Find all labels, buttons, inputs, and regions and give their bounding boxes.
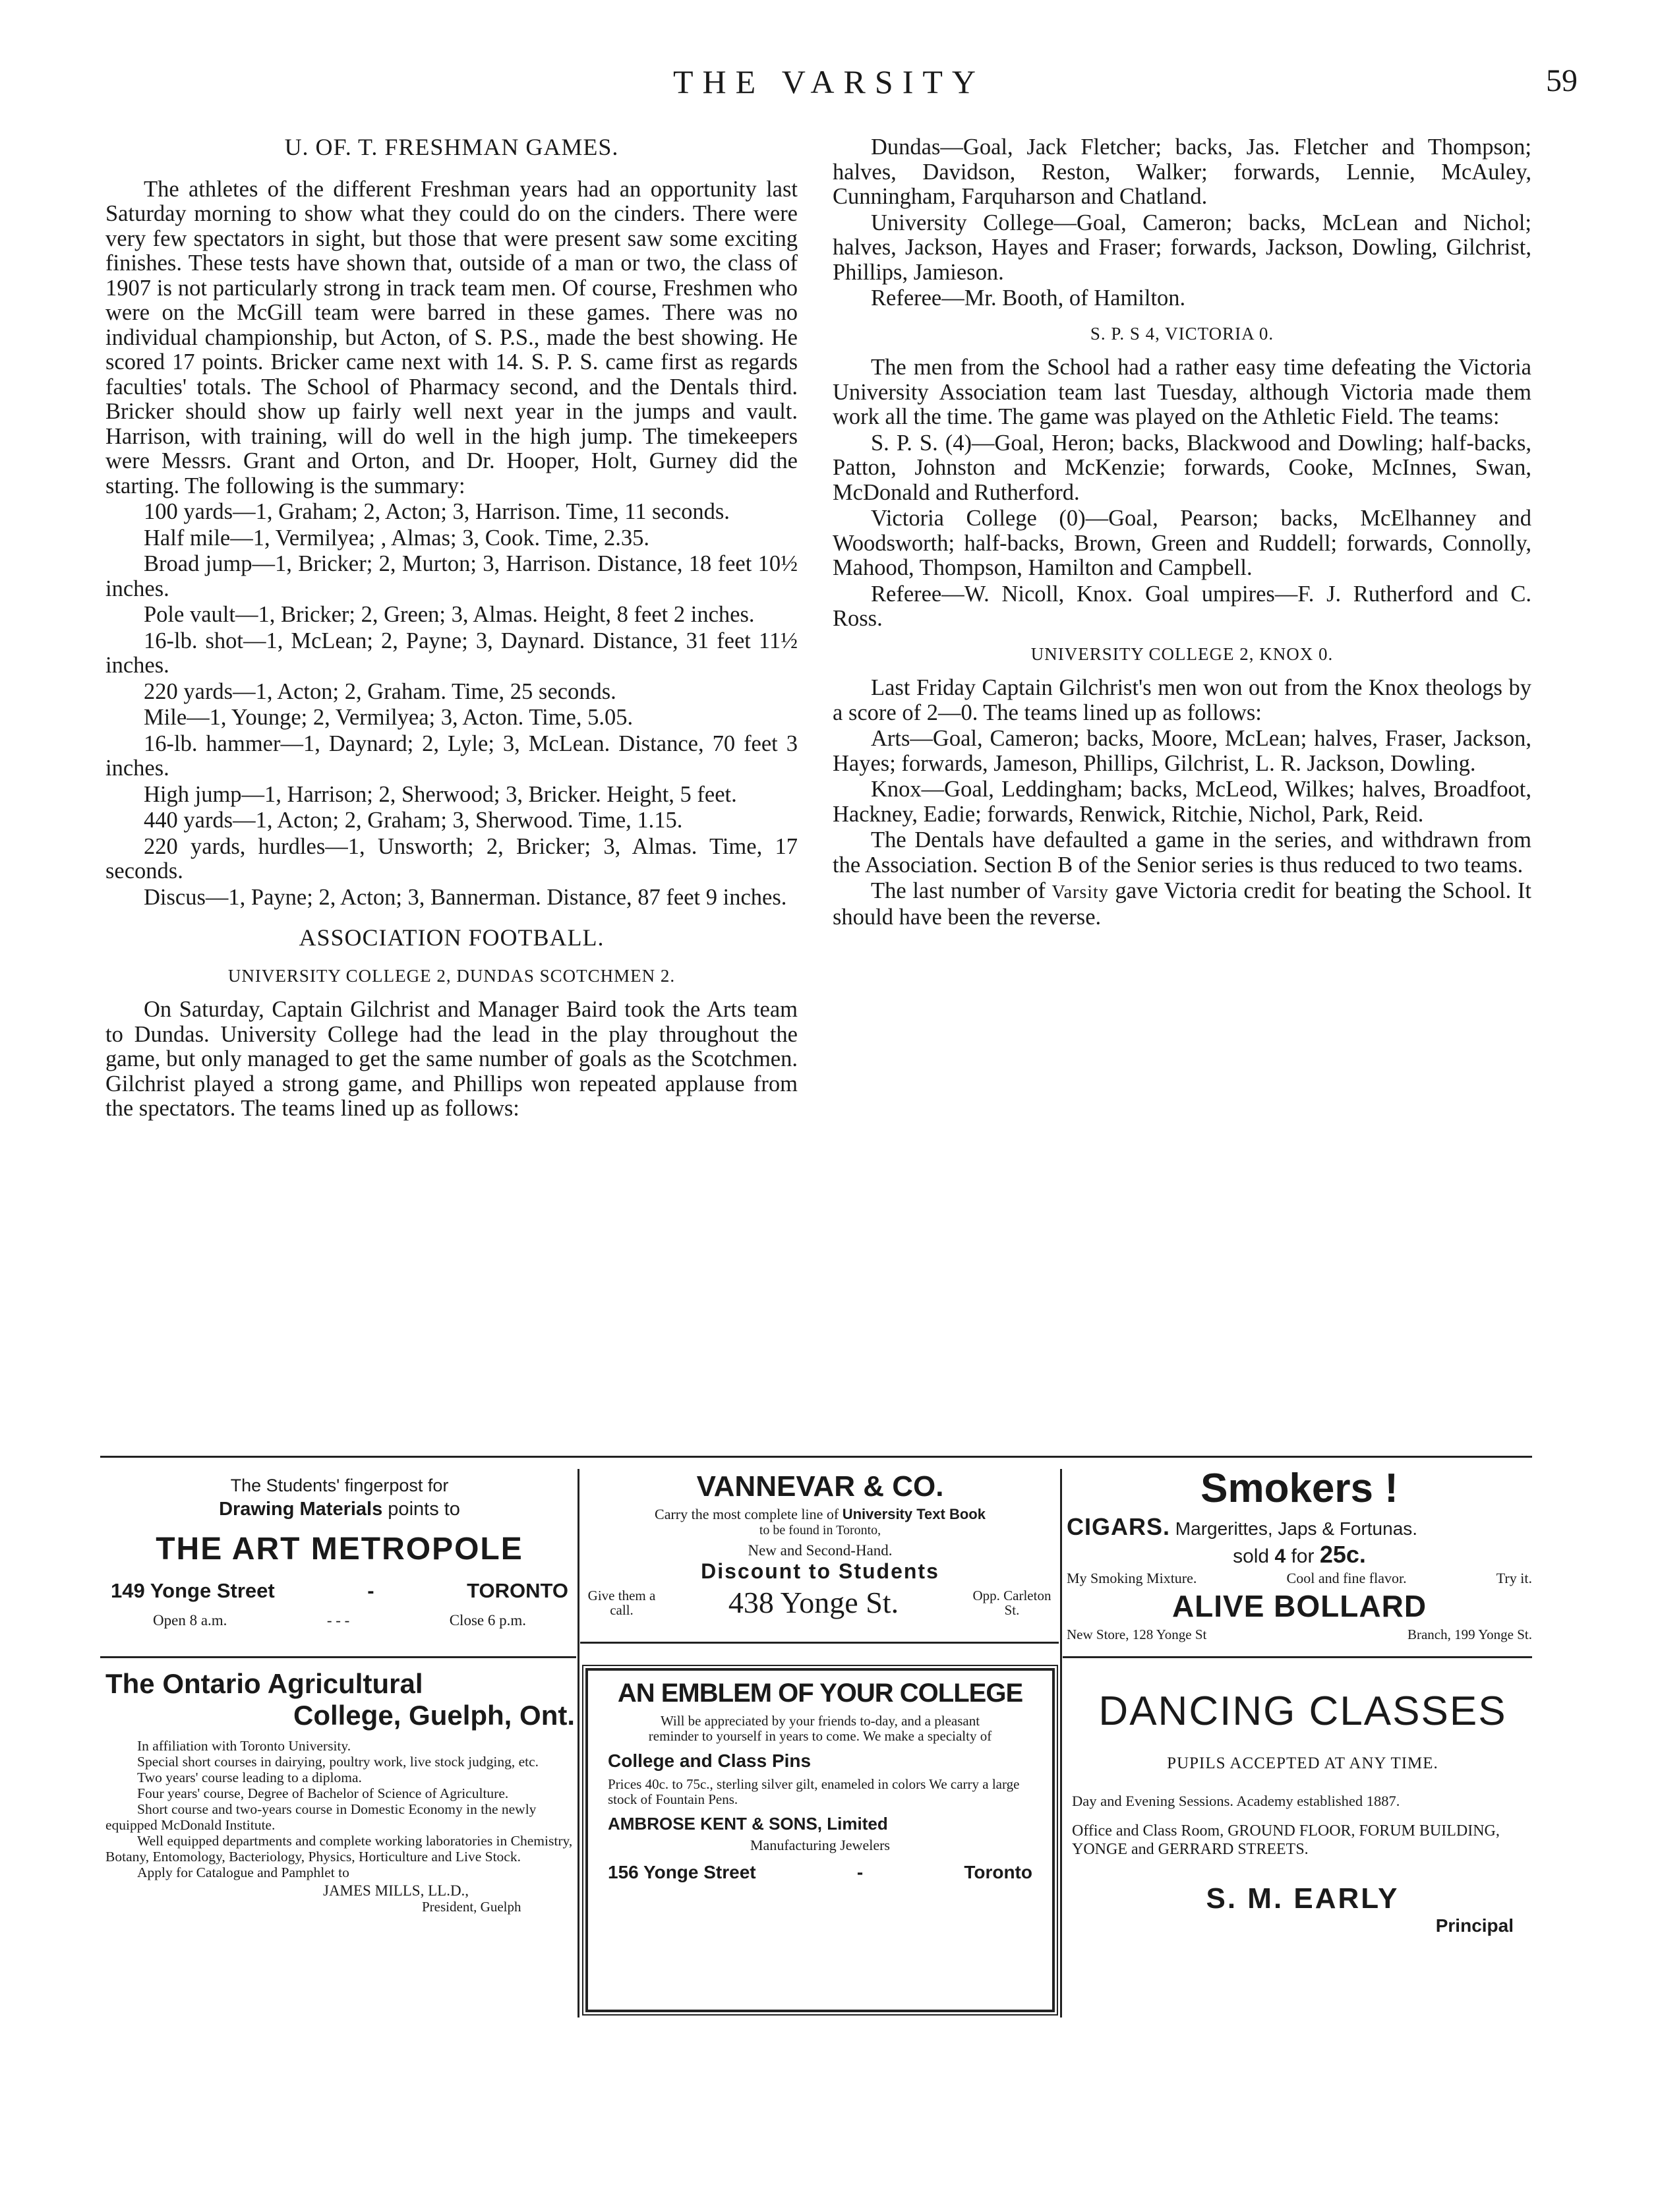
game2-sps-lineup: S. P. S. (4)—Goal, Heron; backs, Blackwood and Dowling; half-backs, Patton, Johnston and McKenzie; forwards, Cooke, McInnes, Swan, McDonald and Rutherford.: [833, 430, 1531, 505]
result-item: 220 yards—1, Acton; 2, Graham. Time, 25 seconds.: [144, 678, 616, 704]
ad-art-metropole: The Students' fingerpost for Drawing Materials points to THE ART METROPOLE 149 Yonge Street - TORONTO Open 8 a.m. - - - Close 6 p.m.: [105, 1476, 574, 1629]
game1-heading: UNIVERSITY COLLEGE 2, DUNDAS SCOTCHMEN 2.: [227, 965, 676, 986]
ad-divider: [100, 1656, 576, 1658]
game3-arts-lineup: Arts—Goal, Cameron; backs, Moore, McLean; halves, Fraser, Jackson, Hayes; forwards, Jameson, Phillips, Gilchrist, L. R. Jackson, Dowling.: [833, 726, 1531, 776]
result-item: Discus—1, Payne; 2, Acton; 3, Bannerman. Distance, 87 feet 9 inches.: [144, 884, 787, 910]
game1-referee: Referee—Mr. Booth, of Hamilton.: [871, 285, 1186, 311]
game2-victoria-lineup: Victoria College (0)—Goal, Pearson; backs, McElhanney and Woodsworth; half-backs, Brown, Green and Ruddell; forwards, Connolly, Mahood, Thompson, Hamilton and Campbell.: [833, 506, 1531, 580]
result-item: Half mile—1, Vermilyea; , Almas; 3, Cook. Time, 2.35.: [144, 525, 649, 551]
results-list: [105, 500, 798, 910]
dancing-title: DANCING CLASSES: [1098, 1689, 1507, 1734]
ad-dancing: DANCING CLASSES PUPILS ACCEPTED AT ANY TIME. Day and Evening Sessions. Academy established 1887. Office and Class Room, GROUND FLOOR, FORUM BUILDING, YONGE and GERRARD STREETS. S. M. EARLY Principal: [1072, 1688, 1533, 1936]
ad-emblem: AN EMBLEM OF YOUR COLLEGE Will be appreciated by your friends to-day, and a pleasant reminder to yourself in years to come. We make a specialty of College and Class Pins Prices 40c. to 75c., sterling silver gilt, enameled in colors We carry a large stock of Fountain Pens. AMBROSE KENT & SONS, Limited Manufacturing Jewelers 156 Yonge Street - Toronto: [585, 1668, 1055, 2012]
early-name: S. M. EARLY: [1206, 1882, 1400, 1915]
right-column: [833, 135, 1531, 931]
result-item: Pole vault—1, Bricker; 2, Green; 3, Almas. Height, 8 feet 2 inches.: [144, 602, 755, 627]
alive-bollard-name: ALIVE BOLLARD: [1171, 1589, 1427, 1623]
ad-divider: [1060, 1469, 1062, 2018]
game3-knox-lineup: Knox—Goal, Leddingham; backs, McLeod, Wilkes; halves, Broadfoot, Hackney, Eadie; forwards, Renwick, Ritchie, Nichol, Park, Reid.: [833, 777, 1531, 827]
result-item: 100 yards—1, Graham; 2, Acton; 3, Harrison. Time, 11 seconds.: [144, 499, 730, 524]
result-item: 16-lb. hammer—1, Daynard; 2, Lyle; 3, McLean. Distance, 70 feet 3 inches.: [105, 731, 798, 781]
emblem-title: AN EMBLEM OF YOUR COLLEGE: [617, 1679, 1023, 1708]
game1-paragraph: On Saturday, Captain Gilchrist and Manager Baird took the Arts team to Dundas. University College had the lead in the play throughout the game, but only managed to get the same number of goals as the Scotchmen. Gilchrist played a strong game, and Phillips won repeated applause from the spectators. The teams lined up as follows:: [105, 997, 798, 1121]
game2-paragraph: The men from the School had a rather easy time defeating the Victoria University Association team last Tuesday, although Victoria made them work all the time. The game was played on the Athletic Field. The teams:: [833, 355, 1531, 429]
result-item: 220 yards, hurdles—1, Unsworth; 2, Bricker; 3, Almas. Time, 17 seconds.: [105, 833, 798, 883]
section-rule: [100, 1456, 1532, 1458]
ad-vannevar: VANNEVAR & CO. Carry the most complete line of University Text Book to be found in Toronto, New and Second-Hand. Discount to Students Give them a call. 438 Yonge St. Opp. Carleton St.: [585, 1470, 1055, 1620]
game2-heading: S. P. S 4, VICTORIA 0.: [1090, 323, 1274, 344]
ad-divider: [1063, 1656, 1532, 1658]
football-title: ASSOCIATION FOOTBALL.: [299, 924, 605, 951]
result-item: Broad jump—1, Bricker; 2, Murton; 3, Harrison. Distance, 18 feet 10½ inches.: [105, 551, 798, 601]
result-item: Mile—1, Younge; 2, Vermilyea; 3, Acton. Time, 5.05.: [144, 705, 634, 730]
ad-smokers: Smokers ! CIGARS. Margerittes, Japs & Fortunas. sold 4 for 25c. My Smoking Mixture. Cool and fine flavor. Try it. ALIVE BOLLARD New Store, 128 Yonge St Branch, 199 Yonge St.: [1067, 1466, 1532, 1642]
page-number: 59: [1546, 63, 1578, 98]
game3-paragraph: Last Friday Captain Gilchrist's men won out from the Knox theologs by a score of 2—0. The teams lined up as follows:: [833, 675, 1531, 725]
ad-oac: The Ontario Agricultural College, Guelph, Ont. In affiliation with Toronto University. Special short courses in dairying, poultry work, live stock judging, etc. Two years' course leading to a diploma. Four years' course, Degree of Bachelor of Science of Agriculture. Short course and two-years course in Domestic Economy in the newly equipped McDonald Institute. Well equipped departments and complete working laboratories in Chemistry, Botany, Entomology, Bacteriology, Physics, Horticulture and Live Stock. Apply for Catalogue and Pamphlet to JAMES MILLS, LL.D., President, Guelph: [105, 1668, 575, 1915]
left-column: [105, 135, 798, 1123]
page-header: [0, 63, 1658, 109]
vannevar-name: VANNEVAR & CO.: [696, 1470, 944, 1503]
correction-note: The last number of Varsity gave Victoria credit for beating the School. It should have been the reverse.: [833, 878, 1531, 930]
dentals-note: The Dentals have defaulted a game in the series, and withdrawn from the Association. Section B of the Senior series is thus reduced to two teams.: [833, 827, 1531, 878]
vannevar-discount: Discount to Students: [701, 1559, 939, 1583]
masthead-title: THE VARSITY: [672, 63, 986, 100]
varsity-smallcaps: Varsity: [1051, 882, 1109, 903]
ad-divider: [580, 1642, 1059, 1644]
game3-heading: UNIVERSITY COLLEGE 2, KNOX 0.: [1030, 643, 1334, 664]
art-metropole-name: THE ART METROPOLE: [156, 1532, 523, 1567]
smokers-title: Smokers !: [1200, 1466, 1398, 1511]
game1-dundas-lineup: Dundas—Goal, Jack Fletcher; backs, Jas. Fletcher and Thompson; halves, Davidson, Reston, Walker; forwards, Lennie, McAuley, Cunningham, Farquharson and Chatland.: [833, 135, 1531, 209]
freshman-intro: The athletes of the different Freshman years had an opportunity last Saturday morning to show what they could do on the cinders. There were very few spectators in sight, but those that were present saw some exciting finishes. These tests have shown that, outside of a man or two, the class of 1907 is not particularly strong in track team men. Of course, Freshmen who were on the McGill team were barred in these games. There was no individual championship, but Acton, of S. P.S., made the best showing. He scored 17 points. Bricker came next with 14. S. P. S. came first as regards faculties' totals. The School of Pharmacy second, and the Dentals third. Bricker should show up fairly well next year in the jumps and vault. Harrison, with training, will do well in the high jump. The timekeepers were Messrs. Grant and Orton, and Dr. Hooper, Holt, Gurney did the starting. The following is the summary:: [105, 176, 798, 498]
result-item: High jump—1, Harrison; 2, Sherwood; 3, Bricker. Height, 5 feet.: [144, 781, 737, 807]
result-item: 16-lb. shot—1, McLean; 2, Payne; 3, Daynard. Distance, 31 feet 11½ inches.: [105, 628, 798, 678]
freshman-games-title: U. OF. T. FRESHMAN GAMES.: [284, 134, 619, 160]
ad-divider: [577, 1469, 579, 2018]
game2-referee: Referee—W. Nicoll, Knox. Goal umpires—F. J. Rutherford and C. Ross.: [833, 581, 1531, 631]
result-item: 440 yards—1, Acton; 2, Graham; 3, Sherwood. Time, 1.15.: [144, 808, 683, 833]
game1-uc-lineup: University College—Goal, Cameron; backs, McLean and Nichol; halves, Jackson, Hayes and Fraser; forwards, Jackson, Dowling, Gilchrist, Phillips, Jamieson.: [833, 210, 1531, 285]
